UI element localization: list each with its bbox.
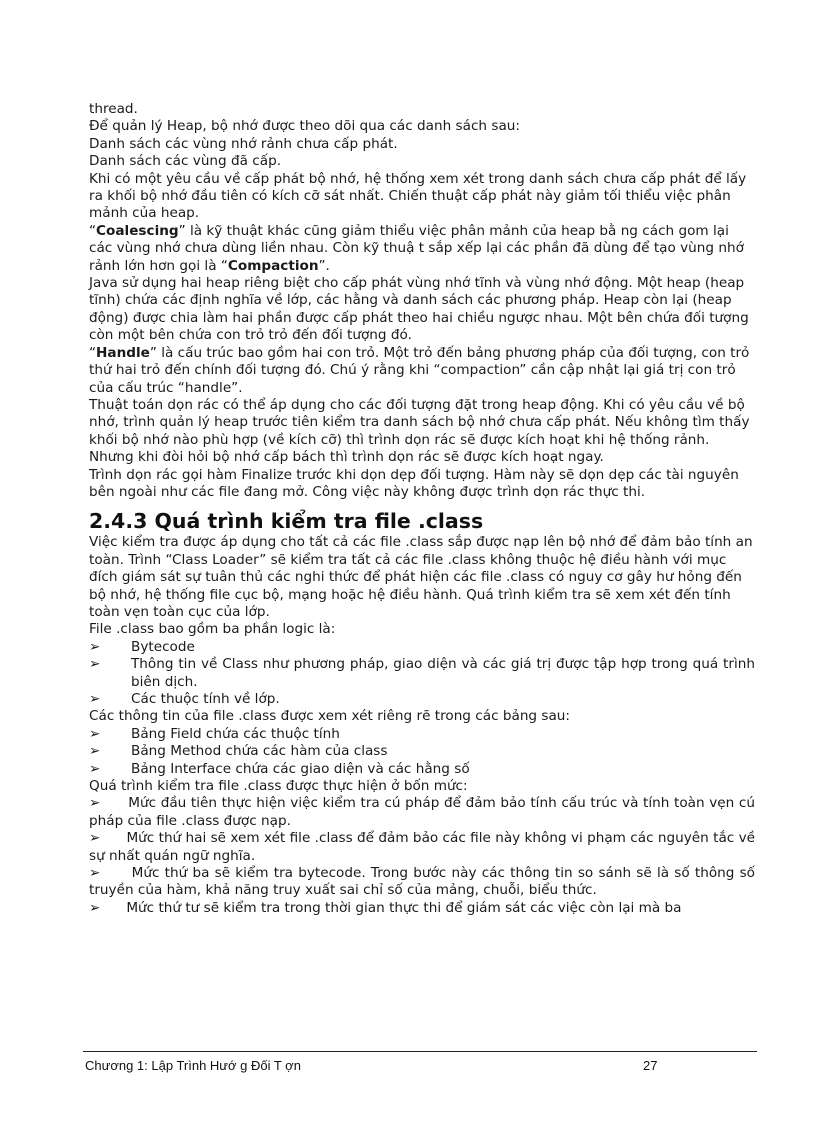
list-item-text: Bảng Interface chứa các giao diện và các hằng số — [131, 760, 470, 777]
arrow-bullet-icon: ➢ — [89, 691, 101, 707]
handle-paragraph — [89, 345, 755, 397]
list-item — [89, 743, 755, 760]
paragraph: Trình dọn rác gọi hàm Finalize trước khi dọn dẹp đối tượng. Hàm này sẽ dọn dẹp các tài nguyên bên ngoài như các file đang mở. Công việc này không được trình dọn rác thực thi. — [89, 466, 739, 500]
level-item — [89, 830, 755, 865]
list-item — [89, 726, 755, 743]
arrow-bullet-icon: ➢ — [89, 656, 101, 673]
quote: “ — [89, 222, 97, 239]
term-coalescing: Coalescing — [96, 222, 179, 239]
arrow-bullet-icon: ➢ — [89, 865, 101, 882]
arrow-bullet-icon: ➢ — [89, 760, 101, 777]
level-item — [89, 795, 755, 830]
paragraph: File .class bao gồm ba phần logic là: — [89, 621, 336, 638]
list-item — [89, 656, 755, 691]
text: ”. — [318, 257, 330, 274]
level-text: Mức thứ ba sẽ kiểm tra bytecode. Trong bước này các thông tin so sánh sẽ là số thông số truyền của hàm, khả năng truy xuất sai chỉ số của mảng, chuỗi, biểu thức. — [89, 865, 755, 899]
level-item — [89, 865, 755, 900]
arrow-bullet-icon: ➢ — [89, 899, 101, 916]
list-item-text: Các thuộc tính về lớp. — [131, 691, 280, 707]
paragraph: Quá trình kiểm tra file .class được thực hiện ở bốn mức: — [89, 778, 468, 795]
list-item — [89, 761, 755, 778]
list-item — [89, 691, 755, 708]
paragraph: Java sử dụng hai heap riêng biệt cho cấp phát vùng nhớ tĩnh và vùng nhớ động. Một heap (heap tĩnh) chứa các định nghĩa về lớp, các hằng và danh sách các phương pháp. Heap còn lại (heap động) được chia làm hai phần được cấp phát theo hai chiều ngược nhau. Một bên chứa đối tượng còn một bên chứa con trỏ trỏ đến đối tượng đó. — [89, 275, 749, 344]
paragraph: Danh sách các vùng đã cấp. — [89, 153, 282, 170]
list-item-text: Bytecode — [131, 638, 195, 655]
coalescing-paragraph — [89, 223, 755, 275]
arrow-bullet-icon: ➢ — [89, 830, 101, 847]
level-text: Mức đầu tiên thực hiện việc kiểm tra cú pháp để đảm bảo tính cấu trúc và tính toàn vẹn cú pháp của file .class được nạp. — [89, 795, 755, 829]
text: ” là kỹ thuật khác cũng giảm thiểu việc phân mảnh của heap bằ ng cách gom lại các vùng nhớ chưa dùng liền nhau. Còn kỹ thuậ t sắp xếp lại các phần đã dùng để tạo vùng nhớ rảnh lớn hơn gọi là “ — [89, 222, 744, 274]
paragraph: Danh sách các vùng nhớ rảnh chưa cấp phát. — [89, 135, 398, 152]
paragraph: thread. — [89, 101, 138, 117]
arrow-bullet-icon: ➢ — [89, 743, 101, 760]
term-handle: Handle — [96, 344, 150, 361]
text: ” là cấu trúc bao gồm hai con trỏ. Một trỏ đến bảng phương pháp của đối tượng, con trỏ thứ hai trỏ đến chính đối tượng đó. Chú ý rằng khi “compaction” cần cập nhật lại giá trị con trỏ của cấu trúc “handle”. — [89, 344, 750, 396]
page-content — [89, 101, 755, 917]
paragraph: Khi có một yêu cầu về cấp phát bộ nhớ, hệ thống xem xét trong danh sách chưa cấp phát để lấy ra khối bộ nhớ đầu tiên có kích cỡ sát nhất. Chiến thuật cấp phát này giảm tối thiểu việc phân mảnh của heap. — [89, 170, 747, 222]
arrow-bullet-icon: ➢ — [89, 725, 101, 742]
list-item-text: Bảng Method chứa các hàm của class — [131, 743, 388, 760]
list-item — [89, 639, 755, 656]
level-text: Mức thứ tư sẽ kiểm tra trong thời gian thực thi để giám sát các việc còn lại mà ba — [126, 899, 682, 916]
section-heading: 2.4.3 Quá trình kiểm tra file .class — [89, 509, 484, 534]
list-item-text: Bảng Field chứa các thuộc tính — [131, 725, 340, 742]
footer-chapter-title: Chương 1: Lập Trình Hướ g Đối T ợn — [85, 1058, 301, 1073]
paragraph: Các thông tin của file .class được xem xét riêng rẽ trong các bảng sau: — [89, 708, 570, 725]
arrow-bullet-icon: ➢ — [89, 638, 101, 655]
quote: “ — [89, 344, 97, 361]
paragraph: Việc kiểm tra được áp dụng cho tất cả các file .class sắp được nạp lên bộ nhớ để đảm bảo tính an toàn. Trình “Class Loader” sẽ kiểm tra tất cả các file .class không thuộc hệ điều hành với mục đích giám sát sự tuân thủ các nghi thức để phát hiện các file .class có nguy cơ gây hư hỏng đến bộ nhớ, hệ thống file cục bộ, mạng hoặc hệ điều hành. Quá trình kiểm tra sẽ xem xét đến tính toàn vẹn toàn cục của lớp. — [89, 534, 753, 620]
level-text: Mức thứ hai sẽ xem xét file .class để đảm bảo các file này không vi phạm các nguyên tắc về sự nhất quán ngữ nghĩa. — [89, 830, 755, 864]
term-compaction: Compaction — [227, 257, 319, 274]
list-item-text: Thông tin về Class như phương pháp, giao diện và các giá trị được tập hợp trong quá trình biên dịch. — [131, 656, 755, 690]
level-item — [89, 900, 755, 917]
page-footer — [83, 1051, 757, 1073]
paragraph: Để quản lý Heap, bộ nhớ được theo dõi qua các danh sách sau: — [89, 118, 520, 135]
paragraph: Thuật toán dọn rác có thể áp dụng cho các đối tượng đặt trong heap động. Khi có yêu cầu về bộ nhớ, trình quản lý heap trước tiên kiểm tra danh sách bộ nhớ chưa cấp phát. Nếu không tìm thấy khối bộ nhớ nào phù hợp (về kích cỡ) thì trình dọn rác sẽ được kích hoạt khi hệ thống rảnh. Nhưng khi đòi hỏi bộ nhớ cấp bách thì trình dọn rác sẽ được kích hoạt ngay. — [89, 396, 750, 466]
page-number: 27 — [643, 1058, 658, 1073]
arrow-bullet-icon: ➢ — [89, 795, 101, 812]
